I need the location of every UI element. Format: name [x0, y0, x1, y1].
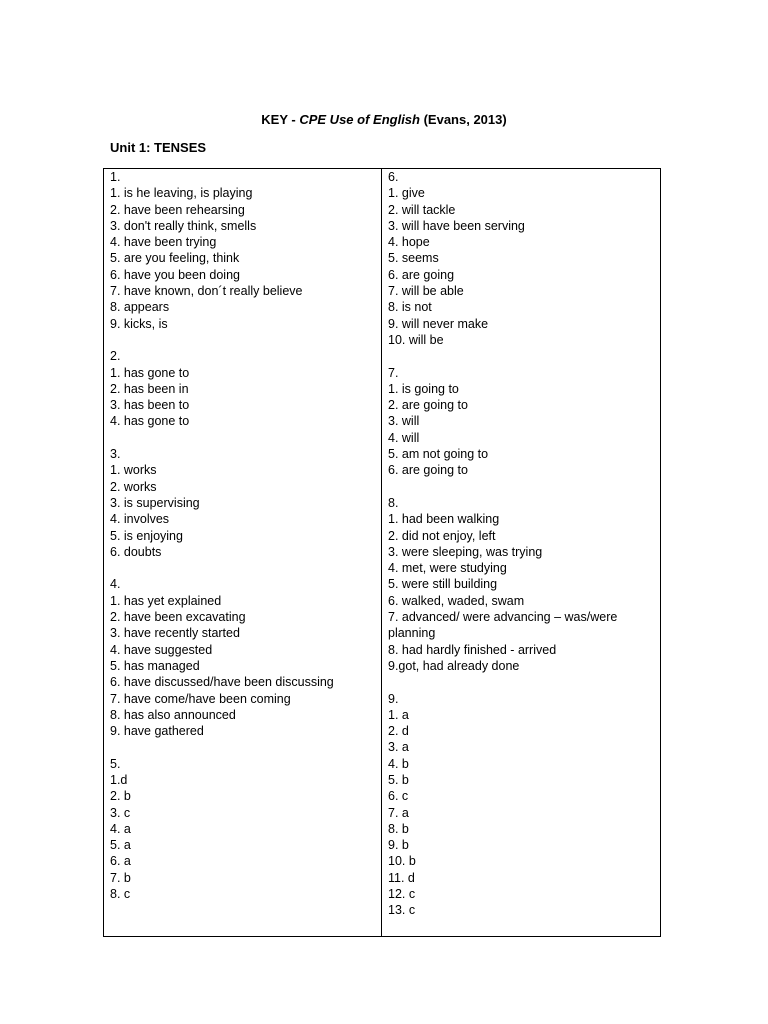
answer-line: 5. has managed [110, 658, 200, 673]
answer-line: 2. will tackle [388, 202, 456, 217]
answer-line: 1. has yet explained [110, 593, 222, 608]
exercise-number: 4. [110, 577, 121, 592]
unit-heading: Unit 1: TENSES [110, 140, 207, 155]
answer-line: 5. b [388, 772, 409, 787]
answer-line: 1. is going to [388, 381, 459, 396]
answer-line: 3. c [110, 805, 131, 820]
answer-line: 5. were still building [388, 577, 498, 592]
answer-line: 9. will never make [388, 316, 489, 331]
answer-line: 1. is he leaving, is playing [110, 186, 253, 201]
answer-line: 4. involves [110, 512, 170, 527]
answer-line: 8. b [388, 821, 409, 836]
answer-line: 5. is enjoying [110, 528, 183, 543]
answer-line: 2. has been in [110, 381, 189, 396]
exercise-number: 6. [388, 170, 399, 184]
answer-line: 1. a [388, 707, 409, 722]
answer-line: 4. has gone to [110, 414, 190, 429]
left-column [104, 169, 382, 936]
exercise-number: 8. [388, 495, 399, 510]
answer-line: 4. will [388, 430, 420, 445]
exercise-number: 3. [110, 447, 121, 462]
answer-line: 7. advanced/ were advancing – was/were planning [388, 610, 618, 641]
answer-line: 3. has been to [110, 398, 190, 413]
answer-line: 3. have recently started [110, 626, 240, 641]
answer-line: 2. works [110, 479, 157, 494]
answer-line: 6. a [110, 854, 131, 869]
answer-line: 2. did not enjoy, left [388, 528, 496, 543]
answer-line: 3. were sleeping, was trying [388, 544, 543, 559]
title-prefix: KEY - [261, 112, 300, 127]
answer-line: 5. are you feeling, think [110, 251, 240, 266]
answer-line: 11. d [388, 870, 415, 885]
answer-line: 3. will [388, 414, 420, 429]
answer-key-table [103, 168, 661, 937]
exercise-section [388, 691, 658, 919]
exercise-section [110, 756, 381, 903]
answer-line: 13. c [388, 903, 416, 918]
answer-line: 2. have been rehearsing [110, 202, 245, 217]
answer-line: 4. a [110, 821, 131, 836]
exercise-number: 9. [388, 691, 399, 706]
answer-line: 1. had been walking [388, 512, 500, 527]
answer-line: 3. don't really think, smells [110, 218, 257, 233]
answer-line: 7. have come/have been coming [110, 691, 291, 706]
answer-line: 6. walked, waded, swam [388, 593, 525, 608]
right-column [382, 169, 658, 936]
answer-line: 9. kicks, is [110, 316, 168, 331]
answer-line: 7. have known, don´t really believe [110, 284, 303, 299]
book-title: CPE Use of English [299, 112, 420, 127]
answer-line: 3. is supervising [110, 495, 200, 510]
answer-line: 2. d [388, 724, 409, 739]
exercise-section [388, 365, 658, 479]
answer-line: 2. have been excavating [110, 610, 246, 625]
answer-line: 10. b [388, 854, 416, 869]
exercise-section [110, 348, 381, 429]
answer-line: 6. doubts [110, 544, 162, 559]
answer-line: 1. works [110, 463, 157, 478]
answer-line: 8. is not [388, 300, 432, 315]
answer-line: 8. has also announced [110, 707, 236, 722]
answer-line: 6. have discussed/have been discussing [110, 675, 334, 690]
answer-line: 5. seems [388, 251, 439, 266]
answer-line: 2. b [110, 789, 131, 804]
exercise-number: 2. [110, 349, 121, 364]
answer-line: 6. have you been doing [110, 267, 240, 282]
answer-line: 7. will be able [388, 284, 464, 299]
answer-line: 9. have gathered [110, 724, 204, 739]
answer-line: 5. am not going to [388, 447, 489, 462]
answer-line: 7. b [110, 870, 131, 885]
answer-line: 8. appears [110, 300, 170, 315]
answer-line: 1. has gone to [110, 365, 190, 380]
answer-line: 9.got, had already done [388, 658, 520, 673]
answer-line: 2. are going to [388, 398, 468, 413]
exercise-section [110, 169, 381, 332]
answer-line: 3. a [388, 740, 409, 755]
answer-line: 10. will be [388, 332, 444, 347]
answer-line: 6. are going to [388, 463, 468, 478]
exercise-section [110, 446, 381, 560]
exercise-section [388, 495, 658, 674]
answer-line: 3. will have been serving [388, 218, 525, 233]
answer-line: 12. c [388, 887, 416, 902]
answer-line: 9. b [388, 838, 409, 853]
title-suffix: (Evans, 2013) [419, 112, 507, 127]
answer-line: 4. hope [388, 235, 430, 250]
answer-line: 4. have suggested [110, 642, 213, 657]
exercise-section [110, 576, 381, 739]
answer-line: 1.d [110, 772, 128, 787]
answer-line: 6. are going [388, 267, 455, 282]
answer-line: 8. had hardly finished - arrived [388, 642, 557, 657]
exercise-number: 5. [110, 756, 121, 771]
exercise-section [388, 169, 658, 348]
answer-line: 4. met, were studying [388, 561, 507, 576]
answer-line: 1. give [388, 186, 425, 201]
answer-line: 5. a [110, 838, 131, 853]
answer-line: 7. a [388, 805, 409, 820]
answer-line: 4. b [388, 756, 409, 771]
exercise-number: 1. [110, 170, 121, 184]
answer-line: 6. c [388, 789, 409, 804]
page-title [0, 112, 768, 127]
answer-line: 8. c [110, 887, 131, 902]
answer-line: 4. have been trying [110, 235, 217, 250]
exercise-number: 7. [388, 365, 399, 380]
